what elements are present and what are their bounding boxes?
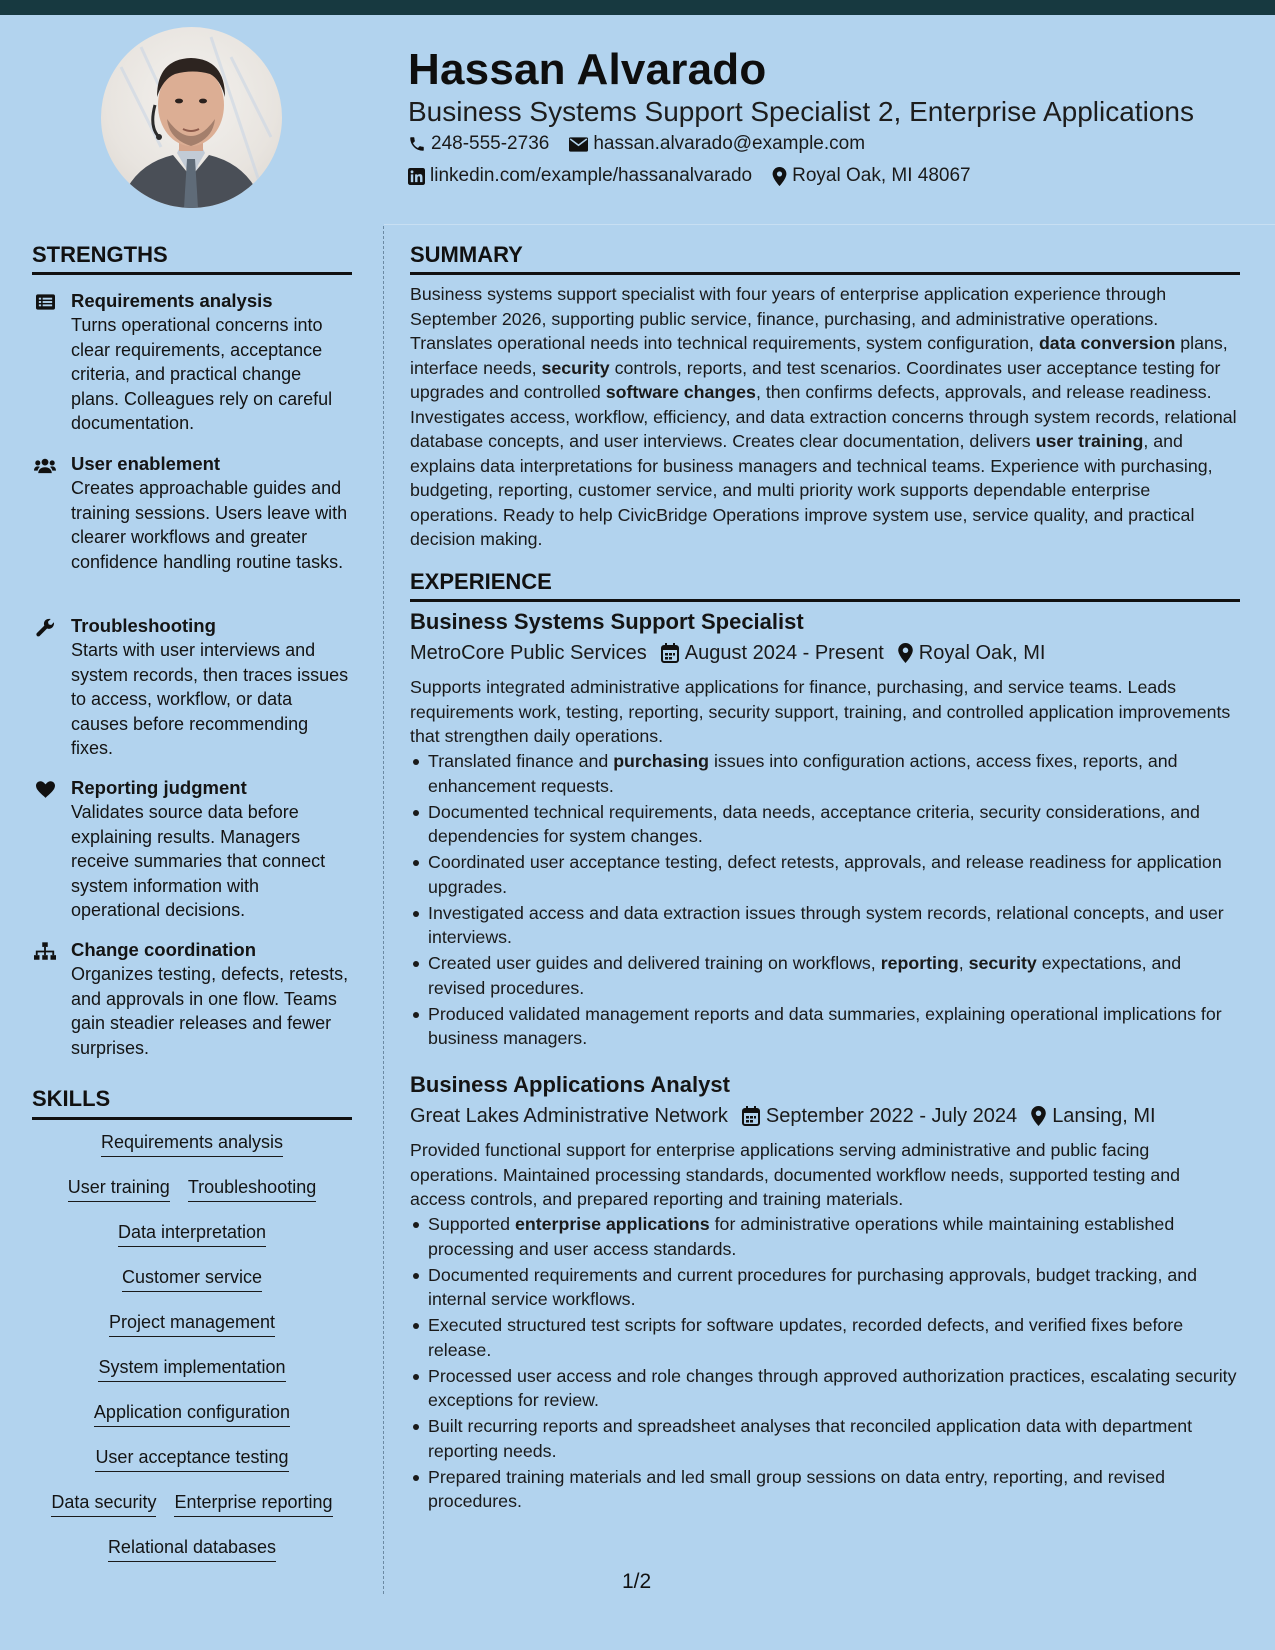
summary-heading: SUMMARY (410, 242, 523, 267)
skill-tag: Application configuration (94, 1400, 290, 1427)
candidate-name: Hassan Alvarado (408, 45, 767, 94)
top-accent-bar (0, 0, 1275, 15)
skill-row (32, 1490, 352, 1535)
map-pin-icon (1031, 1106, 1046, 1126)
skill-tag: System implementation (98, 1355, 285, 1382)
bullet-item: Built recurring reports and spreadsheet analyses that reconciled application data with department reporting needs. (410, 1414, 1240, 1463)
skill-tag: Project management (109, 1310, 275, 1337)
experience-heading: EXPERIENCE (410, 569, 552, 594)
job-dates: August 2024 - Present (684, 642, 884, 664)
bullet-item: Created user guides and delivered training on workflows, reporting, security expectations, and revised procedures. (410, 951, 1240, 1000)
skill-tag: Troubleshooting (188, 1175, 316, 1202)
skill-tag: Requirements analysis (101, 1130, 283, 1157)
experience-rule (410, 599, 1240, 602)
list-icon (34, 292, 56, 312)
strength-item (32, 938, 352, 1060)
job-description: Provided functional support for enterprise applications serving administrative and public facing operations. Maintained processing standards, documented workflow needs, supported testing and access controls, and prepared reporting and training materials. (410, 1140, 1181, 1209)
contact-row (408, 165, 991, 187)
users-icon (34, 455, 56, 475)
skills-rule (32, 1117, 352, 1120)
strength-item (32, 289, 352, 436)
phone-contact (408, 133, 549, 155)
bullet-item: Documented technical requirements, data needs, acceptance criteria, security considerations, and dependencies for system changes. (410, 800, 1240, 849)
company-name: MetroCore Public Services (410, 642, 647, 664)
skill-row (32, 1130, 352, 1175)
strengths-rule (32, 272, 352, 275)
location-text: Royal Oak, MI 48067 (792, 165, 971, 186)
strength-description: Starts with user interviews and system records, then traces issues to access, workflow, or data causes before recommending fixes. (71, 640, 349, 758)
location-contact (772, 165, 970, 187)
bullet-item: Translated finance and purchasing issues into configuration actions, access fixes, reports, and enhancement requests. (410, 749, 1240, 798)
strength-description: Validates source data before explaining results. Managers receive summaries that connect system information with operational decisions. (71, 802, 326, 920)
strength-title: User enablement (71, 453, 221, 474)
calendar-icon (742, 1106, 760, 1126)
skill-row (32, 1535, 352, 1580)
bullet-item: Executed structured test scripts for software updates, recorded defects, and verified fixes before release. (410, 1313, 1240, 1362)
job-location: Royal Oak, MI (918, 642, 1046, 664)
sitemap-icon (34, 941, 56, 961)
page-number: 1/2 (622, 1570, 652, 1593)
job-description: Supports integrated administrative applications for finance, purchasing, and service teams. Leads requirements work, testing, reporting, security support, training, and controlled application improvements that strengthen daily operations. (410, 677, 1231, 746)
job-location: Lansing, MI (1052, 1105, 1156, 1127)
job-bullets (410, 1212, 1240, 1515)
company-name: Great Lakes Administrative Network (410, 1105, 728, 1127)
linkedin-url[interactable]: linkedin.com/example/hassanalvarado (430, 165, 753, 186)
header-divider (384, 224, 1275, 225)
candidate-title: Business Systems Support Specialist 2, Enterprise Applications (408, 96, 1194, 127)
job-meta (410, 640, 1045, 666)
profile-photo (101, 27, 282, 208)
summary-rule (410, 272, 1240, 275)
phone-icon (408, 135, 426, 153)
strength-title: Change coordination (71, 939, 256, 960)
column-divider (383, 226, 384, 1594)
email-address[interactable]: hassan.alvarado@example.com (593, 133, 866, 154)
skills-heading: SKILLS (32, 1086, 111, 1111)
skill-row (32, 1220, 352, 1265)
map-pin-icon (898, 643, 913, 663)
job-bullets (410, 749, 1240, 1052)
job-meta (410, 1103, 1156, 1129)
summary-text: Business systems support specialist with four years of enterprise application experience through September 2026, supporting public service, finance, purchasing, and administrative operations. Translates operational needs into technical requirements, system configuration, data conversion plans, interface needs, security controls, reports, and test scenarios. Coordinates user acceptance testing for upgrades and controlled software changes, then confirms defects, approvals, and release readiness. Investigates access, workflow, efficiency, and data extraction concerns through system records, relational database concepts, and user interviews. Creates clear documentation, delivers user training, and explains data interpretations for business managers and technical teams. Experience with purchasing, budgeting, reporting, customer service, and multi priority work supports dependable enterprise operations. Ready to help CivicBridge Operations improve system use, service quality, and practical decision making. (410, 284, 1237, 549)
strength-item (32, 452, 352, 574)
strength-description: Creates approachable guides and training sessions. Users leave with clearer workflows and greater confidence handling routine tasks. (71, 478, 348, 572)
strength-title: Reporting judgment (71, 777, 247, 798)
job-title: Business Systems Support Specialist (410, 609, 804, 634)
contact-row (408, 133, 885, 155)
skill-tag: Relational databases (108, 1535, 276, 1562)
bullet-item: Coordinated user acceptance testing, defect retests, approvals, and release readiness for application upgrades. (410, 850, 1240, 899)
skill-row (32, 1400, 352, 1445)
skill-tag: Data interpretation (118, 1220, 266, 1247)
bullet-item: Investigated access and data extraction issues through system records, relational concepts, and user interviews. (410, 901, 1240, 950)
skill-row (32, 1310, 352, 1355)
bullet-item: Documented requirements and current procedures for purchasing approvals, budget tracking, and internal service workflows. (410, 1263, 1240, 1312)
strengths-heading: STRENGTHS (32, 242, 168, 267)
skill-tag: Enterprise reporting (174, 1490, 332, 1517)
wrench-icon (34, 617, 56, 637)
skill-row (32, 1445, 352, 1490)
job-title: Business Applications Analyst (410, 1072, 730, 1097)
skill-tag: Data security (51, 1490, 156, 1517)
linkedin-icon (408, 168, 425, 185)
map-pin-icon (772, 167, 787, 186)
calendar-icon (661, 643, 679, 663)
skill-row (32, 1175, 352, 1220)
phone-number[interactable]: 248-555-2736 (431, 133, 550, 154)
skill-tag: User training (68, 1175, 170, 1202)
skill-tag: Customer service (122, 1265, 262, 1292)
strength-title: Requirements analysis (71, 290, 273, 311)
heart-icon (34, 779, 56, 799)
envelope-icon (569, 137, 588, 152)
bullet-item: Prepared training materials and led small group sessions on data entry, reporting, and revised procedures. (410, 1465, 1240, 1514)
strength-title: Troubleshooting (71, 615, 216, 636)
strength-description: Turns operational concerns into clear requirements, acceptance criteria, and practical change plans. Colleagues rely on careful documentation. (71, 315, 333, 433)
strength-item (32, 776, 352, 923)
skill-tag: User acceptance testing (95, 1445, 288, 1472)
strength-item (32, 614, 352, 761)
bullet-item: Processed user access and role changes through approved authorization practices, escalating security exceptions for review. (410, 1364, 1240, 1413)
email-contact (569, 133, 865, 155)
linkedin-contact (408, 165, 752, 187)
skill-row (32, 1355, 352, 1400)
bullet-item: Produced validated management reports and data summaries, explaining operational implications for business managers. (410, 1002, 1240, 1051)
bullet-item: Supported enterprise applications for administrative operations while maintaining established processing and user access standards. (410, 1212, 1240, 1261)
job-dates: September 2022 - July 2024 (765, 1105, 1018, 1127)
skills-list (32, 1130, 352, 1580)
skill-row (32, 1265, 352, 1310)
strength-description: Organizes testing, defects, retests, and approvals in one flow. Teams gain steadier releases and fewer surprises. (71, 964, 349, 1058)
